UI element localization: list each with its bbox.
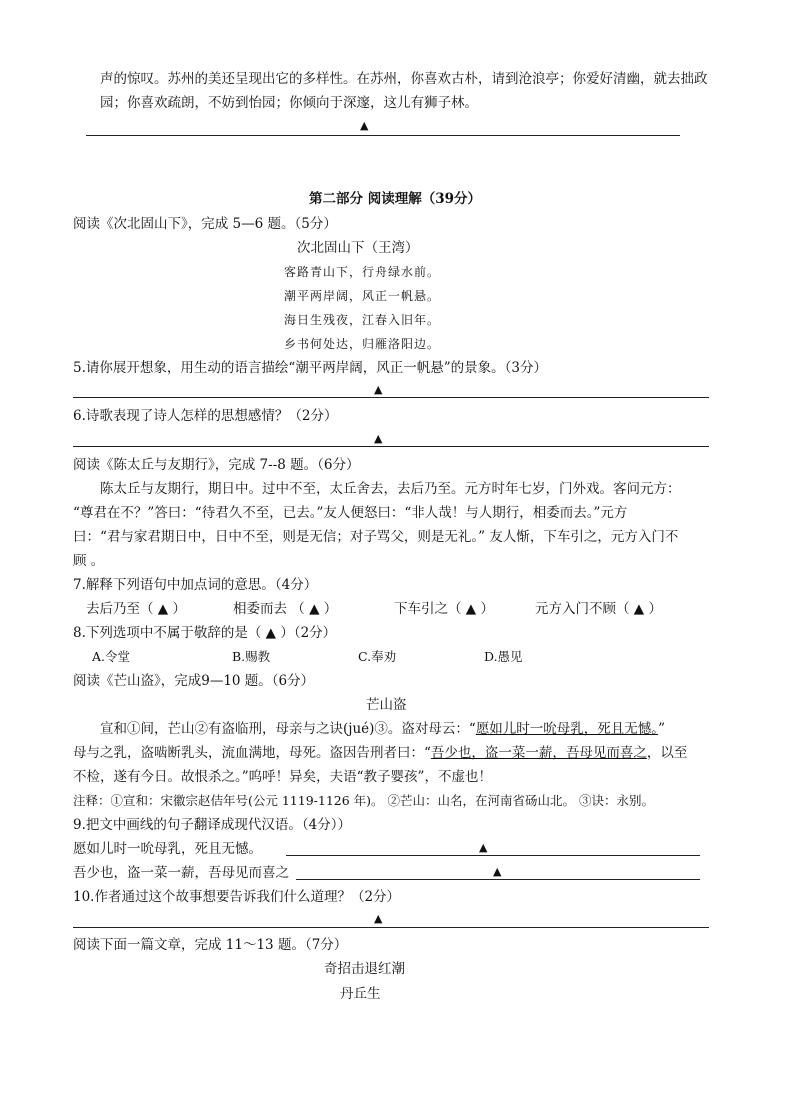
passage-text: 母与之乳，盗啮断乳头，流血满地，母死。盗因告刑者曰：“: [73, 745, 431, 761]
answer-marker-icon: ▲: [360, 119, 369, 132]
q8-option-a[interactable]: A.令堂: [92, 649, 131, 664]
paragraph-line: 园；你喜欢疏朗，不妨到怡园；你倾向于深邃，这儿有狮子林。: [100, 95, 478, 111]
q7-item[interactable]: 元方入门不顾（ ▲ ）: [535, 601, 662, 617]
passage-line: [100, 720, 665, 738]
passage-text: ，以至: [646, 745, 688, 761]
question-10: 10.作者通过这个故事想要告诉我们什么道理？（2分）: [73, 889, 401, 905]
passage-author: 丹丘生: [340, 986, 381, 1002]
question-5: 5.请你展开想象，用生动的语言描绘“潮平两岸阔，风正一帆悬”的景象。（3分）: [73, 360, 548, 376]
underlined-sentence: 吾少也，盗一菜一薪，吾母见而喜之: [430, 745, 647, 761]
q8-option-b[interactable]: B.赐教: [232, 649, 271, 664]
poem-line: 客路青山下，行舟绿水前。: [284, 265, 441, 279]
passage-line: 曰：“君与家君期日中，日中不至，则是无信；对子骂父，则是无礼。” 友人惭，下车引之，元方入门不: [73, 529, 679, 545]
answer-line[interactable]: [73, 927, 709, 928]
answer-line[interactable]: [73, 446, 709, 447]
reading-intro: 阅读《次北固山下》，完成 5—6 题。（5分）: [73, 216, 337, 232]
passage-line: 不检，遂有今日。故恨杀之。”呜呼！异矣，夫语“教子婴孩”，不虚也！: [73, 769, 492, 785]
question-6: 6.诗歌表现了诗人怎样的思想感情？（2分）: [73, 408, 338, 424]
passage-text: ”: [658, 721, 665, 737]
paragraph-line: 声的惊叹。苏州的美还呈现出它的多样性。在苏州，你喜欢古朴，请到沧浪亭；你爱好清幽，就去拙政: [100, 71, 708, 87]
q7-item[interactable]: 下车引之（ ▲ ）: [394, 601, 494, 617]
answer-marker-icon: ▲: [374, 383, 383, 396]
passage-line: “尊君在不？”答曰：“待君久不至，已去。”友人便怒曰：“非人哉！与人期行，相委而去。”元方: [73, 505, 628, 521]
question-7: 7.解释下列语句中加点词的意思。（4分）: [73, 577, 318, 593]
q8-option-c[interactable]: C.奉劝: [358, 649, 397, 664]
poem-line: 乡书何处达，归雁洛阳边。: [284, 337, 441, 351]
passage-title: 奇招击退红潮: [324, 961, 405, 977]
answer-marker-icon: ▲: [374, 912, 383, 925]
passage-title: 芒山盗: [366, 697, 407, 713]
q9-sentence-2: 吾少也，盗一菜一薪，吾母见而喜之: [73, 865, 289, 881]
answer-marker-icon: ▲: [374, 432, 383, 445]
q7-item[interactable]: 去后乃至（ ▲ ）: [86, 601, 186, 617]
answer-line[interactable]: [286, 855, 700, 856]
passage-line: [73, 744, 687, 762]
answer-marker-icon: ▲: [493, 865, 502, 878]
reading-intro: 阅读《芒山盗》，完成9—10 题。（6分）: [73, 673, 315, 689]
passage-line: 陈太丘与友期行，期日中。过中不至，太丘舍去，去后乃至。元方时年七岁，门外戏。客问元方：: [100, 481, 681, 497]
answer-marker-icon: ▲: [479, 841, 488, 854]
section-title: 第二部分 阅读理解（39分）: [309, 191, 481, 207]
question-8: 8.下列选项中不属于敬辞的是（ ▲ ）（2分）: [73, 625, 337, 641]
passage-line: 顾 。: [73, 553, 105, 569]
poem-line: 潮平两岸阔，风正一帆悬。: [284, 289, 441, 303]
reading-intro: 阅读《陈太丘与友期行》，完成 7--8 题。（6分）: [73, 457, 360, 473]
footnote: 注释：①宣和：宋徽宗赵佶年号(公元 1119-1126 年)。 ②芒山：山名，在河南省砀山北。 ③诀：永别。: [73, 793, 654, 808]
passage-text: 宣和①间，芒山②有盗临刑，母亲与之诀(jué)③。盗对母云：“: [100, 721, 476, 737]
q7-item[interactable]: 相委而去 （ ▲ ）: [233, 601, 338, 617]
poem-line: 海日生残夜，江春入旧年。: [284, 313, 441, 327]
answer-line[interactable]: [296, 879, 700, 880]
reading-intro: 阅读下面一篇文章，完成 11～13 题。（7分）: [73, 937, 348, 953]
q8-option-d[interactable]: D.愚见: [484, 649, 523, 664]
q9-sentence-1: 愿如儿时一吮母乳，死且无憾。: [73, 841, 262, 857]
poem-title: 次北固山下（王湾）: [297, 240, 419, 256]
question-9: 9.把文中画线的句子翻译成现代汉语。（4分））: [73, 817, 351, 833]
underlined-sentence: 愿如儿时一吮母乳，死且无憾。: [475, 721, 659, 737]
answer-line[interactable]: [73, 397, 709, 398]
answer-line[interactable]: [86, 135, 680, 136]
